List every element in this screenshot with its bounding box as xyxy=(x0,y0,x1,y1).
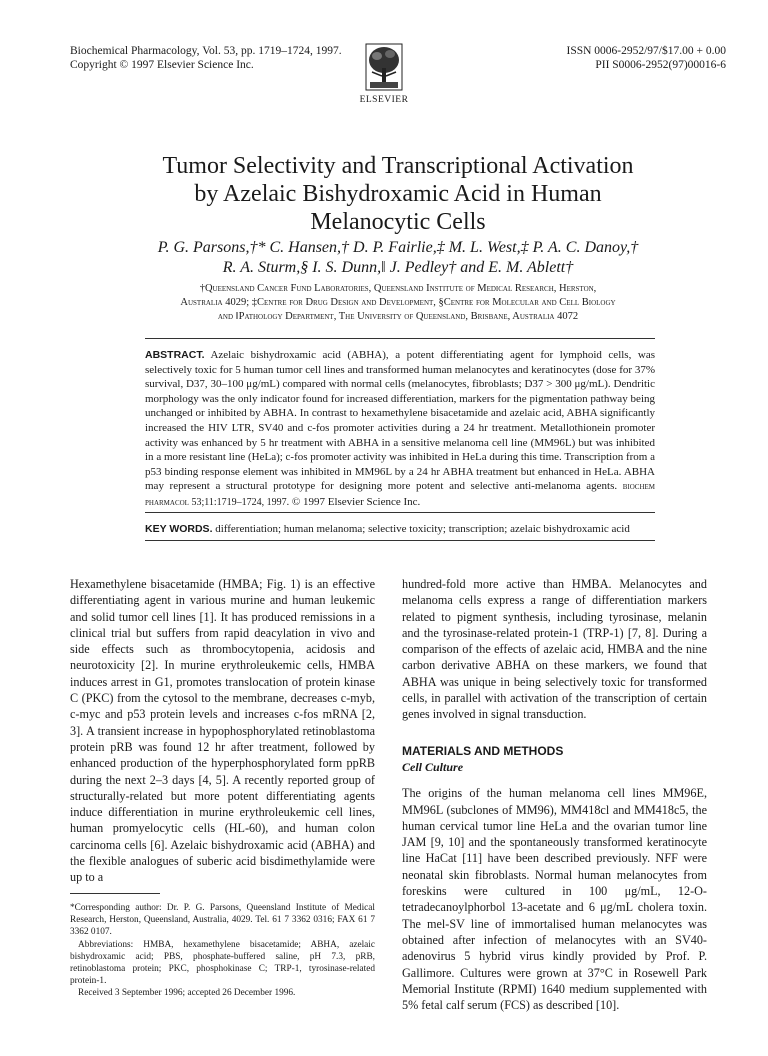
keywords-text: differentiation; human melanoma; selective toxicity; transcription; azelaic bishydroxamic acid xyxy=(215,523,630,535)
abstract-citation: biochem pharmacol 53;11:1719–1724, 1997. xyxy=(145,481,656,508)
affiliation-line: and ‖Pathology Department, The University of Queensland, Brisbane, Australia 4072 xyxy=(217,311,579,322)
abstract-top-rule xyxy=(145,338,655,339)
abstract-label: ABSTRACT. xyxy=(145,349,205,361)
intro-paragraph-continued: hundred-fold more active than HMBA. Melanocytes and melanoma cells express a range of differentiation markers related to pigment synthesis, including tyrosinase, melanin and the tyrosinase-related protein-1 (TRP-1) [7, 8]. During a comparison of the effects of azelaic acid, HMBA and the nine carbon derivative ABHA on these markers, we found that ABHA was unique in being selectively toxic for transformed cells, in parallel with activation of the transcription of certain genes involved in signal transduction. xyxy=(402,577,707,722)
title-line: Tumor Selectivity and Transcriptional Activation xyxy=(162,153,634,179)
journal-copyright: Copyright © 1997 Elsevier Science Inc. xyxy=(70,59,254,71)
section-heading: MATERIALS AND METHODS xyxy=(402,743,564,758)
keywords xyxy=(145,522,655,536)
corresponding-author-note: *Corresponding author: Dr. P. G. Parsons, Queensland Institute of Medical Research, Herston, Queensland, Australia, 4029. Tel. 61 7 3362 0316; FAX 61 7 3362 0107. xyxy=(70,903,375,938)
methods-paragraph: The origins of the human melanoma cell lines MM96E, MM96L (subclones of MM96), MM418cl and MM418c5, the human cervical tumor line HeLa and the ovarian tumor line JAM [9, 10] and the spontaneously transformed keratinocyte line HaCat [11] have been described previously. NFF were neonatal skin fibroblasts. Normal human melanocytes from foreskins were cultured in 100 μg/mL, 12-O-tetradecanoylphorbol 13-acetate and 6 μg/mL cholera toxin. The mel-SV line of immortalised human melanocytes was obtained after infection of melanocytes with an SV40-adenovirus 5 hybrid virus kindly provided by Prof. P. Gallimore. Cultures were grown at 37°C in Rosewell Park Memorial Institute (RPMI) 1640 medium supplemented with 5% fetal calf serum (FCS) as described [10]. xyxy=(402,786,707,1013)
publisher-logo xyxy=(358,42,410,105)
keywords-rule xyxy=(145,512,655,513)
abstract-copyright: © 1997 Elsevier Science Inc. xyxy=(291,495,421,508)
elsevier-tree-icon xyxy=(364,42,404,94)
author-line: P. G. Parsons,†* C. Hansen,† D. P. Fairlie,‡ M. L. West,‡ P. A. C. Danoy,† xyxy=(157,239,639,256)
journal-citation: Biochemical Pharmacology, Vol. 53, pp. 1719–1724, 1997. xyxy=(70,45,342,57)
affiliation-line: Australia 4029; ‡Centre for Drug Design and Development, §Centre for Molecular and Cell Biology xyxy=(180,297,616,308)
abbreviations-note: Abbreviations: HMBA, hexamethylene bisacetamide; ABHA, azelaic bishydroxamic acid; PBS, phosphate-buffered saline, pH 7.3, pRB, retinoblastoma protein; PKC, phosphokinase C; TRP-1, tyrosinase-related protein-1. xyxy=(70,939,375,987)
keywords-label: KEY WORDS. xyxy=(145,523,213,535)
intro-paragraph: Hexamethylene bisacetamide (HMBA; Fig. 1) is an effective differentiating agent in various murine and human leukemic and solid tumor cell lines [1]. It has produced remissions in a clinical trial but suffers from rapid deacylation in vivo and side effects such as thrombocytopenia, acidosis and neurotoxicity [2]. In murine erythroleukemic cells, HMBA induces arrest in G1, promotes translocation of protein kinase C (PKC) from the cytosol to the membrane, decreases c-myb, c-myc and p53 protein levels and increases c-fos mRNA [2, 3]. A transient increase in hypophosphorylated retinoblastoma protein pRB was found 12 hr after treatment, followed by enhanced production of the hyperphosphorylated form ppRB during the next 2–3 days [4, 5]. A recently reported group of structurally-related but more potent differentiating agents induce differentiation in murine erythroleukemic cell lines, human promyelocytic cells (HL-60), and human colon carcinoma cells [6]. Azelaic bishydroxamic acid (ABHA) and the flexible analogues of suberic acid bisdimethylamide were up to a xyxy=(70,577,375,885)
body-right-column xyxy=(402,576,707,1013)
issn: ISSN 0006-2952/97/$17.00 + 0.00 xyxy=(566,45,726,57)
affiliations xyxy=(70,282,726,324)
journal-header xyxy=(70,44,342,72)
abstract xyxy=(145,348,655,511)
author-list xyxy=(70,238,726,278)
keywords-bottom-rule xyxy=(145,540,655,541)
footnotes xyxy=(70,902,375,1000)
author-line: R. A. Sturm,§ I. S. Dunn,‖ J. Pedley† and E. M. Ablett† xyxy=(222,259,574,276)
pii: PII S0006-2952(97)00016-6 xyxy=(595,59,726,71)
title-line: by Azelaic Bishydroxamic Acid in Human xyxy=(194,181,602,207)
title-line: Melanocytic Cells xyxy=(310,209,486,235)
received-date: Received 3 September 1996; accepted 26 December 1996. xyxy=(78,988,296,999)
footnote-rule xyxy=(70,893,160,894)
publisher-name: ELSEVIER xyxy=(359,95,409,105)
affiliation-line: †Queensland Cancer Fund Laboratories, Queensland Institute of Medical Research, Herston, xyxy=(199,283,597,294)
abstract-text: Azelaic bishydroxamic acid (ABHA), a potent differentiating agent for lymphoid cells, was selectively toxic for 5 human tumor cell lines and transformed human melanocytes and keratinocytes (dose for 37% survival, D37, 30–100 μg/mL) compared with normal cells (melanocytes, fibroblasts; D37 > 300 μg/mL). Dendritic morphology was the only indicator found for increased differentiation, markers for the pigmentation pathway being unchanged or inhibited by ABHA. In contrast to hexamethylene bisacetamide and azelaic acid, ABHA significantly increased the HIV LTR, SV40 and c-fos promoter activities during a 24 hr treatment. Metallothionein promoter activity was enhanced by 5 hr treatment with ABHA in a sensitive melanoma cell line (MM96L) but was inhibited in a more resistant line (HeLa); c-fos promoter activity was inhibited in HeLa during this time. Transcription from a p53 binding response element was inhibited in MM96L by a 24 hr ABHA treatment but enhanced in HeLa. ABHA may represent a structural prototype for designing more potent and selective anti-melanoma agents. xyxy=(145,349,655,493)
article-title xyxy=(70,152,726,236)
issn-header xyxy=(566,44,726,72)
subsection-heading: Cell Culture xyxy=(402,759,464,774)
body-left-column xyxy=(70,576,375,886)
